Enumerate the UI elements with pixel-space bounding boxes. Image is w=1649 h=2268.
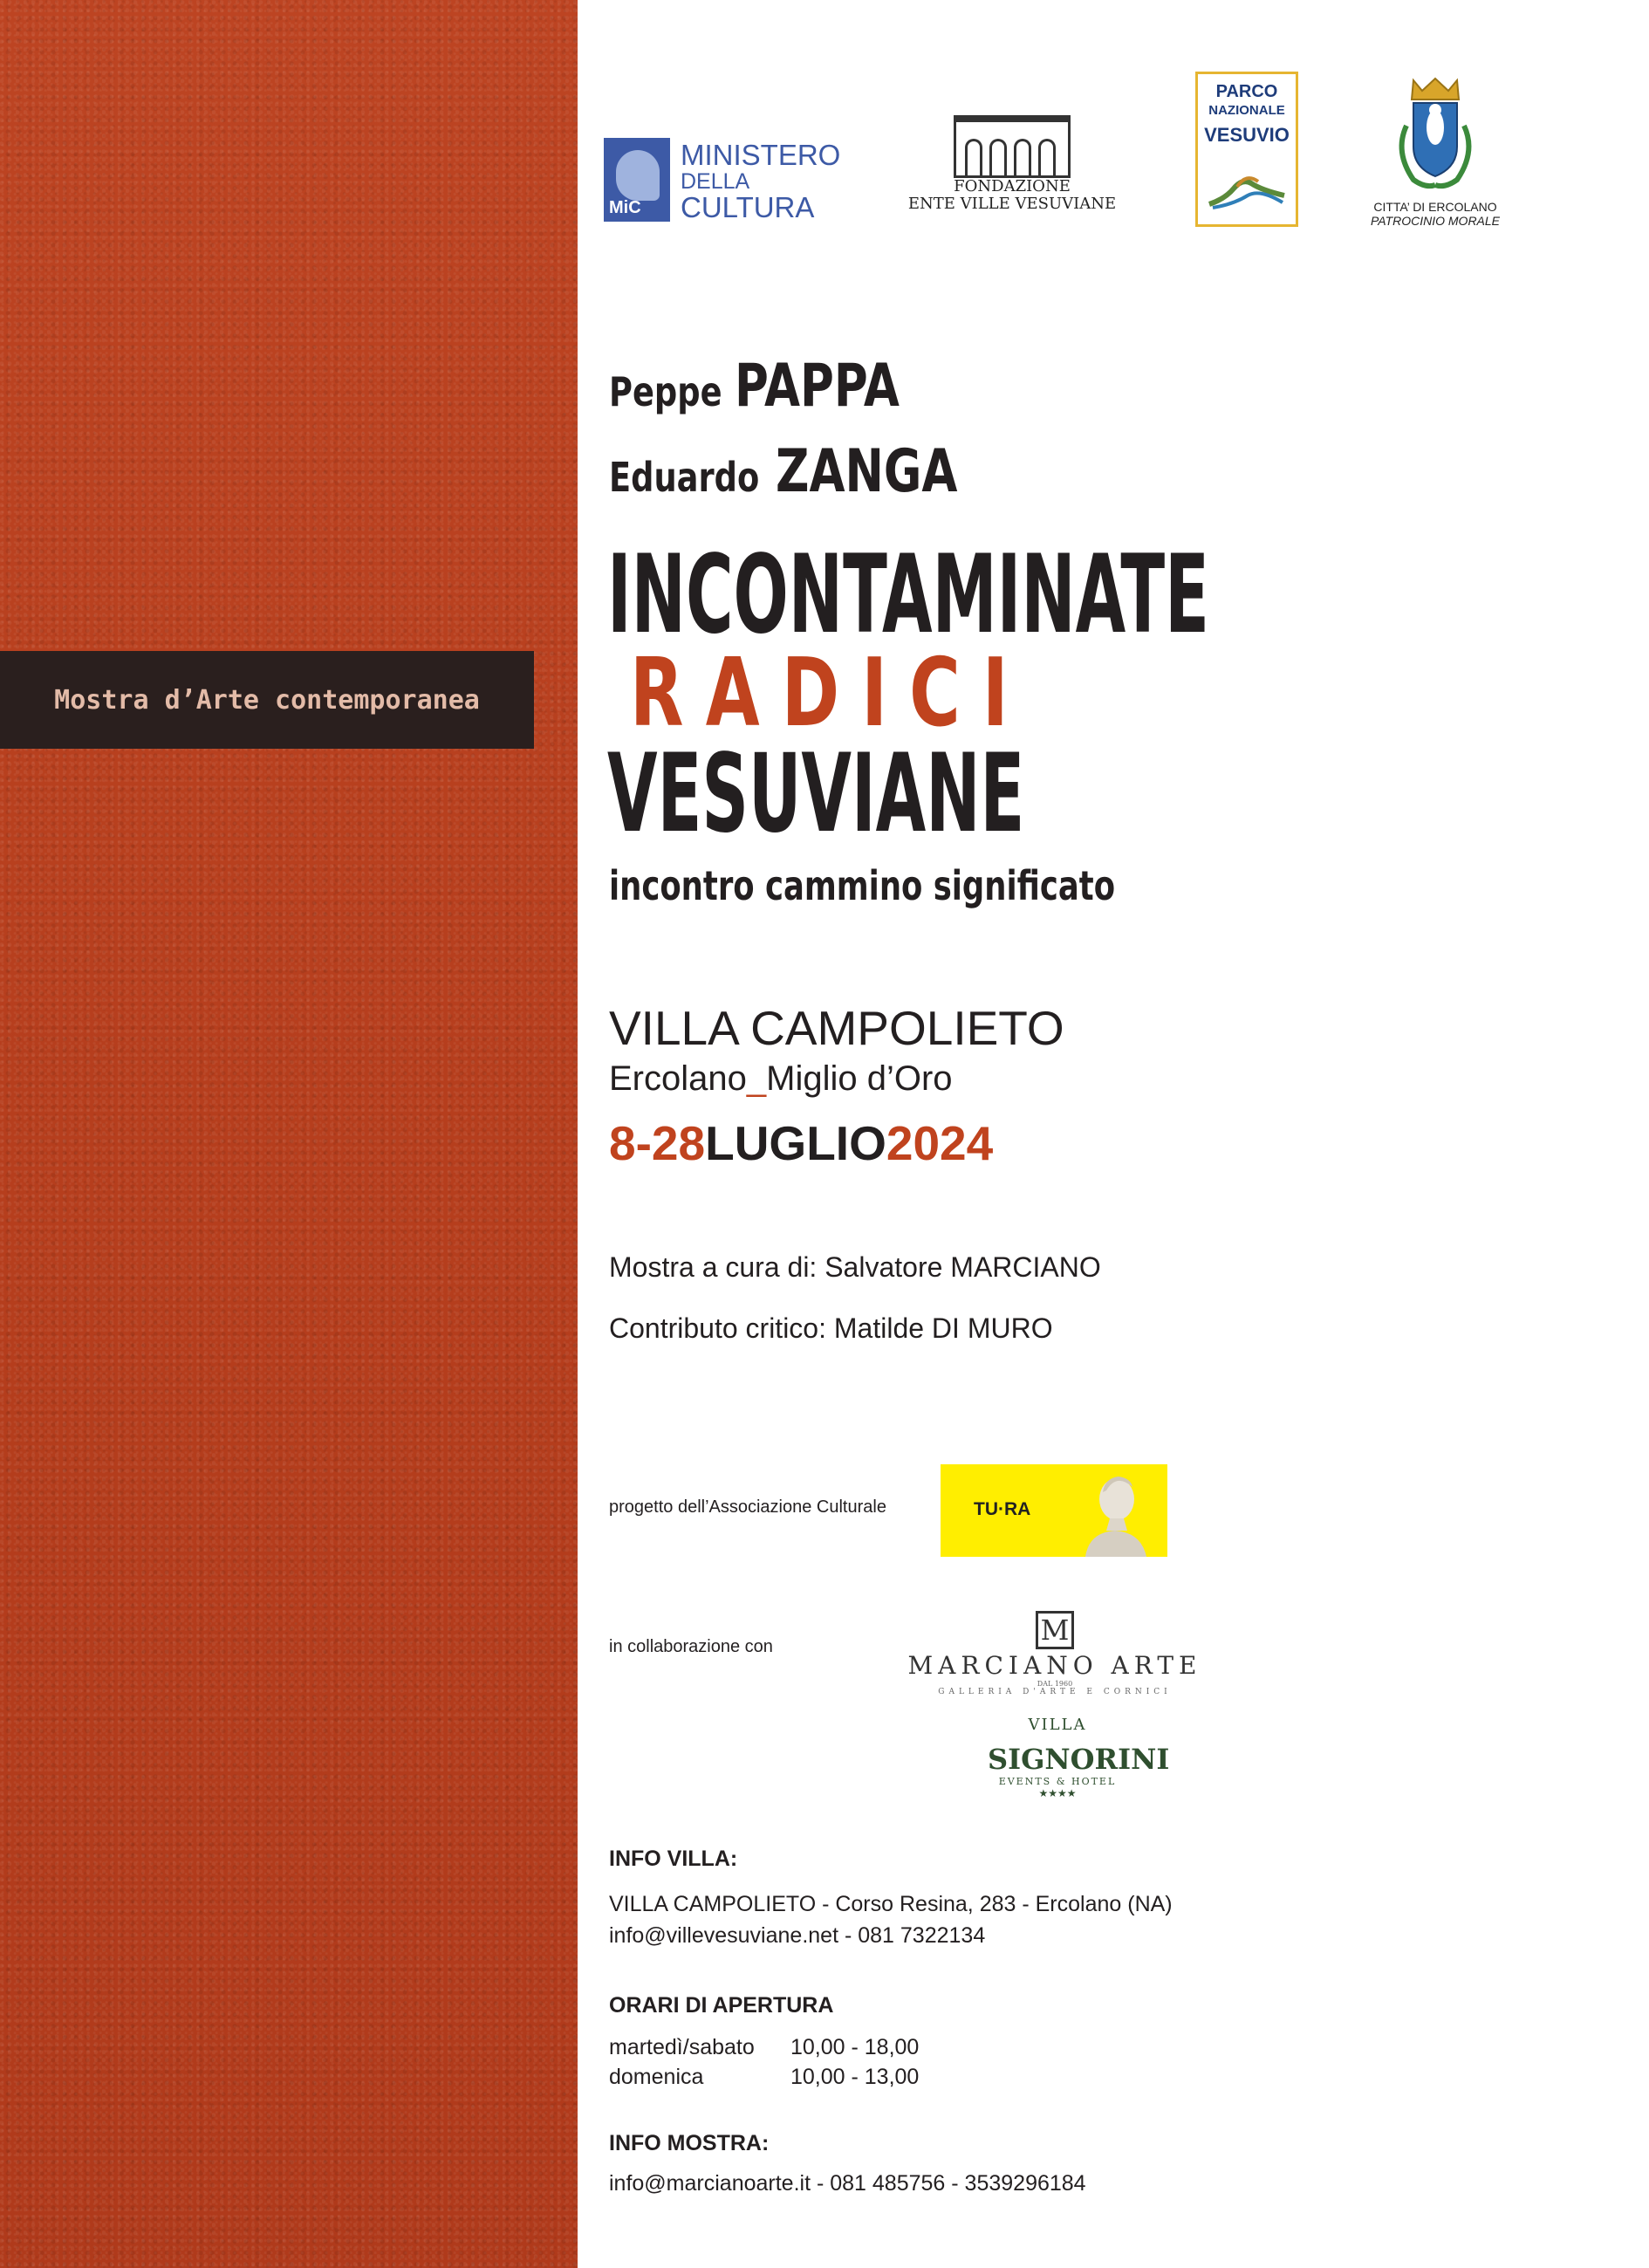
bust-icon bbox=[1080, 1470, 1148, 1557]
mic-mark-icon: MiC bbox=[604, 138, 670, 222]
collaboration-label: in collaborazione con bbox=[609, 1637, 773, 1656]
title-line1: INCONTAMINATE bbox=[607, 532, 1209, 658]
signorini-stars: ★★★★ bbox=[1038, 1787, 1077, 1799]
info-villa-heading: INFO VILLA: bbox=[609, 1847, 738, 1871]
parco-line2: NAZIONALE bbox=[1208, 103, 1285, 118]
signorini-tagline: EVENTS & HOTEL bbox=[998, 1776, 1117, 1787]
ministero-cultura-logo bbox=[604, 138, 844, 222]
villa-signorini-logo bbox=[988, 1716, 1170, 1829]
venue-name: VILLA CAMPOLIETO bbox=[609, 1001, 1064, 1055]
date-year: 2024 bbox=[886, 1116, 994, 1170]
critic-credit: Contributo critico: Matilde DI MURO bbox=[609, 1312, 1053, 1344]
marciano-name: MARCIANO ARTE bbox=[907, 1651, 1202, 1680]
artist-1 bbox=[609, 352, 1009, 425]
hours-time: 10,00 - 18,00 bbox=[790, 2035, 920, 2059]
parco-vesuvio-logo bbox=[1195, 72, 1298, 239]
info-mostra-heading: INFO MOSTRA: bbox=[609, 2131, 770, 2155]
side-band-label: Mostra d’Arte contemporanea bbox=[54, 684, 480, 716]
signorini-villa: VILLA bbox=[1028, 1716, 1087, 1734]
venue-location bbox=[609, 1059, 953, 1099]
ministero-line1: MINISTERO bbox=[681, 139, 841, 171]
curator-credit: Mostra a cura di: Salvatore MARCIANO bbox=[609, 1251, 1101, 1283]
marciano-since: DAL 1960 bbox=[1037, 1680, 1073, 1688]
citta-ercolano-logo bbox=[1361, 73, 1509, 248]
tura-logo bbox=[941, 1464, 1167, 1557]
hours-heading: ORARI DI APERTURA bbox=[609, 1993, 834, 2018]
artist-2 bbox=[609, 437, 1009, 510]
tura-logo-text: TU·RA bbox=[974, 1499, 1031, 1519]
location-city: Ercolano bbox=[609, 1059, 747, 1098]
hours-days: martedì/sabato bbox=[609, 2035, 755, 2059]
marciano-tagline: GALLERIA D'ARTE E CORNICI bbox=[938, 1688, 1172, 1696]
parco-line1: PARCO bbox=[1215, 82, 1278, 101]
fondazione-ville-logo bbox=[907, 115, 1117, 220]
parco-line3: VESUVIO bbox=[1204, 124, 1290, 146]
location-separator: _ bbox=[746, 1059, 767, 1098]
artists-block bbox=[609, 352, 1009, 510]
artist-1-last: PAPPA bbox=[734, 352, 900, 421]
title-line2: RADICI bbox=[630, 639, 1030, 748]
location-area: Miglio d’Oro bbox=[766, 1059, 953, 1098]
project-label: progetto dell’Associazione Culturale bbox=[609, 1497, 886, 1517]
fondazione-line2: ENTE VILLE VESUVIANE bbox=[907, 195, 1117, 213]
artist-2-last: ZANGA bbox=[776, 437, 958, 506]
title-subtitle: incontro cammino significato bbox=[609, 862, 1116, 909]
title-line3: VESUVIANE bbox=[607, 731, 1025, 857]
fondazione-line1: FONDAZIONE bbox=[954, 177, 1071, 195]
exhibition-dates bbox=[609, 1115, 993, 1171]
date-range: 8-28 bbox=[609, 1116, 706, 1170]
volcano-icon bbox=[1208, 169, 1286, 209]
marciano-mark: M bbox=[1036, 1611, 1074, 1649]
hours-days: domenica bbox=[609, 2065, 704, 2089]
info-villa-contact: info@villevesuviane.net - 081 7322134 bbox=[609, 1923, 986, 1948]
citta-line2: PATROCINIO MORALE bbox=[1370, 214, 1501, 228]
ministero-line2: DELLA bbox=[681, 169, 750, 194]
info-villa-address: VILLA CAMPOLIETO - Corso Resina, 283 - Ercolano (NA) bbox=[609, 1892, 1173, 1916]
hours-time: 10,00 - 13,00 bbox=[790, 2065, 920, 2089]
signorini-name: SIGNORINI bbox=[988, 1743, 1170, 1776]
side-band bbox=[0, 651, 534, 749]
ministero-line3: CULTURA bbox=[681, 191, 815, 223]
citta-line1: CITTA’ DI ERCOLANO bbox=[1373, 200, 1497, 214]
villa-building-icon bbox=[954, 115, 1071, 178]
marciano-arte-logo bbox=[899, 1611, 1211, 1696]
date-month: LUGLIO bbox=[705, 1116, 886, 1170]
artist-2-first: Eduardo bbox=[609, 454, 760, 501]
info-mostra-contact: info@marcianoarte.it - 081 485756 - 3539296184 bbox=[609, 2171, 1086, 2196]
textured-side-panel bbox=[0, 0, 578, 2268]
hours-row bbox=[609, 2065, 919, 2090]
hours-row bbox=[609, 2035, 919, 2060]
city-crest-icon bbox=[1387, 73, 1483, 195]
artist-1-first: Peppe bbox=[609, 368, 722, 415]
